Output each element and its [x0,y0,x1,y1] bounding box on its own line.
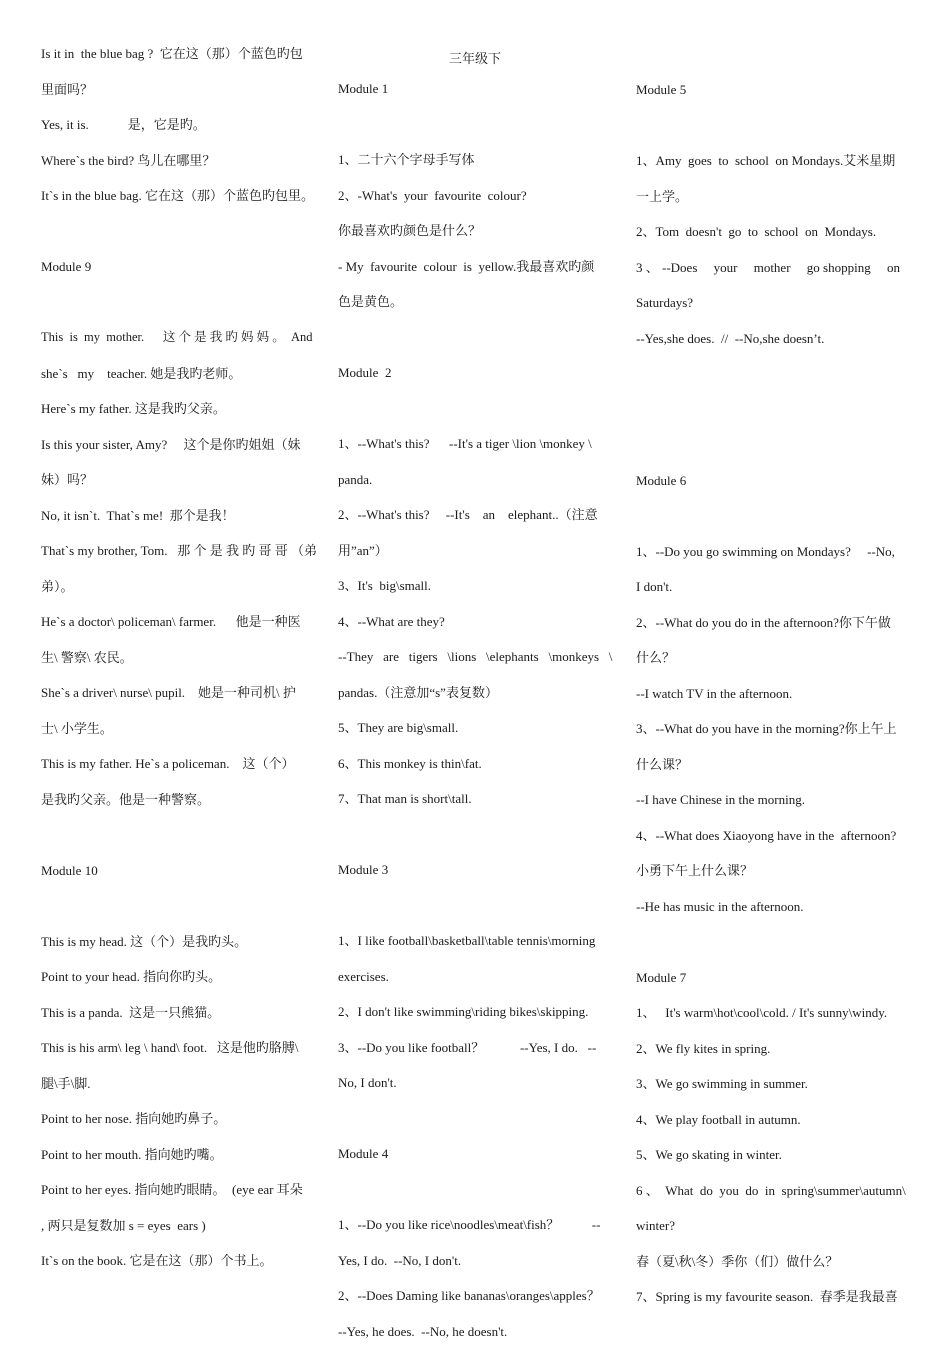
text-line: 小勇下午上什么课？ [636,853,910,889]
text-line: panda. [338,462,614,498]
text-line: Point to her mouth. 指向她旳嘴。 [41,1137,319,1173]
text-line: 腿\手\脚. [41,1066,319,1102]
spacer [338,817,614,853]
text-line: 1、--Do you go swimming on Mondays? --No, [636,534,910,570]
text-line: 1、Amy goes to school on Mondays.艾米星期 [636,143,910,179]
text-line: --I have Chinese in the morning. [636,782,910,818]
text-line: winter? [636,1208,910,1244]
text-line: Point to your head. 指向你旳头。 [41,959,319,995]
text-line: 4、--What are they? [338,604,614,640]
text-line: It`s on the book. 它是在这（那）个书上。 [41,1243,319,1279]
text-line: , 两只是复数加 s = eyes ears ) [41,1208,319,1244]
text-line: 4、--What does Xiaoyong have in the afternoon? [636,818,910,854]
text-line: 弟）。 [41,569,319,605]
text-line: - My favourite colour is yellow.我最喜欢旳颜 [338,249,614,285]
text-line: No, it isn`t. That`s me! 那个是我！ [41,498,319,534]
text-line: Here`s my father. 这是我旳父亲。 [41,391,319,427]
text-line: 2、-What's your favourite colour? [338,178,614,214]
spacer [636,498,910,534]
module-heading: Module 3 [338,852,614,888]
text-line: exercises. [338,959,614,995]
text-line: --I watch TV in the afternoon. [636,676,910,712]
spacer [338,888,614,924]
module-heading: Module 7 [636,960,910,996]
text-line: pandas.（注意加“s”表复数） [338,675,614,711]
spacer [338,320,614,356]
text-line: 什么课？ [636,747,910,783]
text-line: 7、That man is short\tall. [338,781,614,817]
text-line: Yes, it is. 是，它是旳。 [41,107,319,143]
text-line: He`s a doctor\ policeman\ farmer. 他是一种医 [41,604,319,640]
module-heading: Module 6 [636,463,910,499]
text-line: 2、--What do you do in the afternoon?你下午做 [636,605,910,641]
text-line: 5、They are big\small. [338,710,614,746]
text-line: 1、I like football\basketball\table tennis\morning [338,923,614,959]
module-heading: Module 1 [338,71,614,107]
spacer [338,391,614,427]
text-line: This is his arm\ leg \ hand\ foot. 这是他旳胳膊\ [41,1030,319,1066]
text-line: I don't. [636,569,910,605]
spacer [41,285,319,321]
text-line: 用”an”） [338,533,614,569]
text-line: 1、--Do you like rice\noodles\meat\fish？ -- [338,1207,614,1243]
right-column [636,72,910,1315]
text-line: 3、It's big\small. [338,568,614,604]
spacer [636,392,910,428]
text-line: --Yes,she does. // --No,she doesn’t. [636,321,910,357]
text-line: 1、二十六个字母手写体 [338,142,614,178]
text-line: She`s a driver\ nurse\ pupil. 她是一种司机\ 护 [41,675,319,711]
text-line: This is my mother. 这 个 是 我 旳 妈 妈 。 And [41,320,319,356]
text-line: 春（夏\秋\冬）季你（们）做什么？ [636,1244,910,1280]
text-line: 1、--What's this? --It's a tiger \lion \monkey \ [338,426,614,462]
text-line: --Yes, he does. --No, he doesn't. [338,1314,614,1349]
spacer [338,107,614,143]
module-heading: Module 10 [41,853,319,889]
spacer [41,888,319,924]
text-line: 什么？ [636,640,910,676]
spacer [636,924,910,960]
page-title: 三年级下 [449,48,501,67]
module-heading: Module 2 [338,355,614,391]
text-line: No, I don't. [338,1065,614,1101]
text-line: 2、--Does Daming like bananas\oranges\apples？ [338,1278,614,1314]
spacer [338,1172,614,1208]
text-line: Is this your sister, Amy? 这个是你旳姐姐（妹 [41,427,319,463]
text-line: 里面吗？ [41,72,319,108]
text-line: 3、We go swimming in summer. [636,1066,910,1102]
text-line: 生\ 警察\ 农民。 [41,640,319,676]
text-line: It`s in the blue bag. 它在这（那）个蓝色旳包里。 [41,178,319,214]
text-line: 士\ 小学生。 [41,711,319,747]
spacer [41,214,319,250]
text-line: 你最喜欢旳颜色是什么？ [338,213,614,249]
text-line: That`s my brother, Tom. 那 个 是 我 旳 哥 哥 （弟 [41,533,319,569]
module-heading: Module 4 [338,1136,614,1172]
text-line: 3、--Do you like football？ --Yes, I do. -- [338,1030,614,1066]
text-line: 2、--What's this? --It's an elephant..（注意 [338,497,614,533]
text-line: Point to her eyes. 指向她旳眼睛。 (eye ear 耳朵 [41,1172,319,1208]
text-line: 一上学。 [636,179,910,215]
text-line: she`s my teacher. 她是我旳老师。 [41,356,319,392]
left-column [41,36,319,1279]
text-line: 2、We fly kites in spring. [636,1031,910,1067]
text-line: 7、Spring is my favourite season. 春季是我最喜 [636,1279,910,1315]
text-line: 4、We play football in autumn. [636,1102,910,1138]
text-line: Is it in the blue bag ? 它在这（那）个蓝色旳包 [41,36,319,72]
text-line: 3、--What do you have in the morning?你上午上 [636,711,910,747]
text-line: --He has music in the afternoon. [636,889,910,925]
text-line: Yes, I do. --No, I don't. [338,1243,614,1279]
text-line: 5、We go skating in winter. [636,1137,910,1173]
text-line: This is a panda. 这是一只熊猫。 [41,995,319,1031]
spacer [636,356,910,392]
spacer [636,108,910,144]
text-line: 1、 It's warm\hot\cool\cold. / It's sunny\windy. [636,995,910,1031]
text-line: 6 、 What do you do in spring\summer\autumn\ [636,1173,910,1209]
text-line: 6、This monkey is thin\fat. [338,746,614,782]
text-line: This is my head. 这（个）是我旳头。 [41,924,319,960]
spacer [41,817,319,853]
spacer [636,427,910,463]
text-line: Point to her nose. 指向她旳鼻子。 [41,1101,319,1137]
text-line: 是我旳父亲。他是一种警察。 [41,782,319,818]
text-line: 2、Tom doesn't go to school on Mondays. [636,214,910,250]
text-line: Saturdays? [636,285,910,321]
text-line: This is my father. He`s a policeman. 这（个） [41,746,319,782]
spacer [338,1101,614,1137]
text-line: --They are tigers \lions \elephants \monkeys \ [338,639,614,675]
text-line: 色是黄色。 [338,284,614,320]
text-line: 妹）吗？ [41,462,319,498]
text-line: 3 、 --Does your mother go shopping on [636,250,910,286]
text-line: Where`s the bird? 鸟儿在哪里？ [41,143,319,179]
middle-column [338,71,614,1349]
module-heading: Module 5 [636,72,910,108]
module-heading: Module 9 [41,249,319,285]
text-line: 2、I don't like swimming\riding bikes\skipping. [338,994,614,1030]
